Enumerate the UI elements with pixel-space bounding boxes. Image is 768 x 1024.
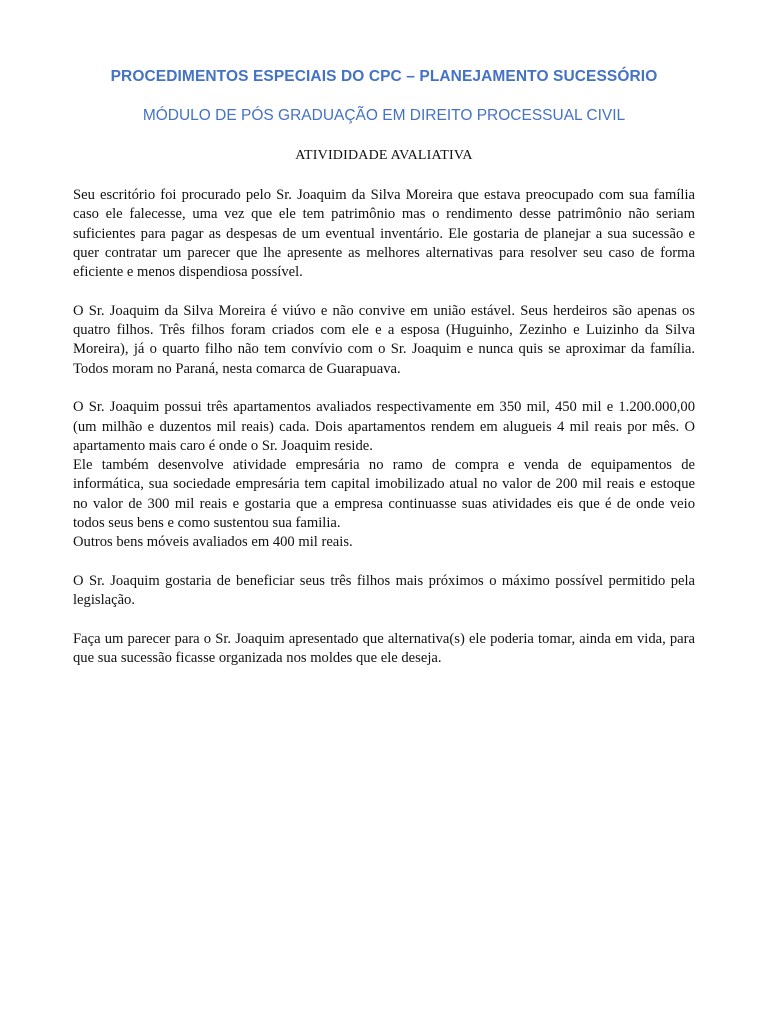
document-body [73, 186, 695, 668]
paragraph-other-assets: Outros bens móveis avaliados em 400 mil reais. [73, 534, 353, 551]
activity-heading: ATIVIDIDADE AVALIATIVA [295, 148, 473, 163]
paragraph-task: Faça um parecer para o Sr. Joaquim apresentado que alternativa(s) ele poderia tomar, ainda em vida, para que sua sucessão ficasse organizada nos moldes que ele deseja. [73, 630, 695, 667]
paragraph-apartments: O Sr. Joaquim possui três apartamentos avaliados respectivamente em 350 mil, 450 mil e 1.200.000,00 (um milhão e duzentos mil reais) cada. Dois apartamentos rendem em alugueis 4 mil reais por mês. O apartamento mais caro é onde o Sr. Joaquim reside. [73, 399, 695, 454]
document-module-title: MÓDULO DE PÓS GRADUAÇÃO EM DIREITO PROCESSUAL CIVIL [142, 107, 626, 124]
paragraph-wishes: O Sr. Joaquim gostaria de beneficiar seus três filhos mais próximos o máximo possível permitido pela legislação. [73, 572, 695, 609]
paragraph-intro: Seu escritório foi procurado pelo Sr. Joaquim da Silva Moreira que estava preocupado com sua família caso ele falecesse, uma vez que ele tem patrimônio mas o rendimento desse patrimônio não seriam suficientes para pagar as despesas de um eventual inventário. Ele gostaria de planejar a sua sucessão e quer contratar um parecer que lhe apresente as melhores alternativas para resolver seu caso de forma eficiente e menos dispendiosa possível. [73, 187, 695, 281]
paragraph-heirs: O Sr. Joaquim da Silva Moreira é viúvo e não convive em união estável. Seus herdeiros são apenas os quatro filhos. Três filhos foram criados com ele e a esposa (Huguinho, Zezinho e Luizinho da Silva Moreira), já o quarto filho não tem convívio com o Sr. Joaquim e nunca quis se aproximar da família. Todos moram no Paraná, nesta comarca de Guarapuava. [73, 302, 695, 377]
document-title: PROCEDIMENTOS ESPECIAIS DO CPC – PLANEJAMENTO SUCESSÓRIO [110, 68, 658, 85]
paragraph-business: Ele também desenvolve atividade empresária no ramo de compra e venda de equipamentos de informática, sua sociedade empresária tem capital imobilizado atual no valor de 200 mil reais e estoque no valor de 300 mil reais e gostaria que a empresa continuasse suas atividades eis que é de onde veio todos seus bens e como sustentou sua familia. [73, 457, 695, 532]
